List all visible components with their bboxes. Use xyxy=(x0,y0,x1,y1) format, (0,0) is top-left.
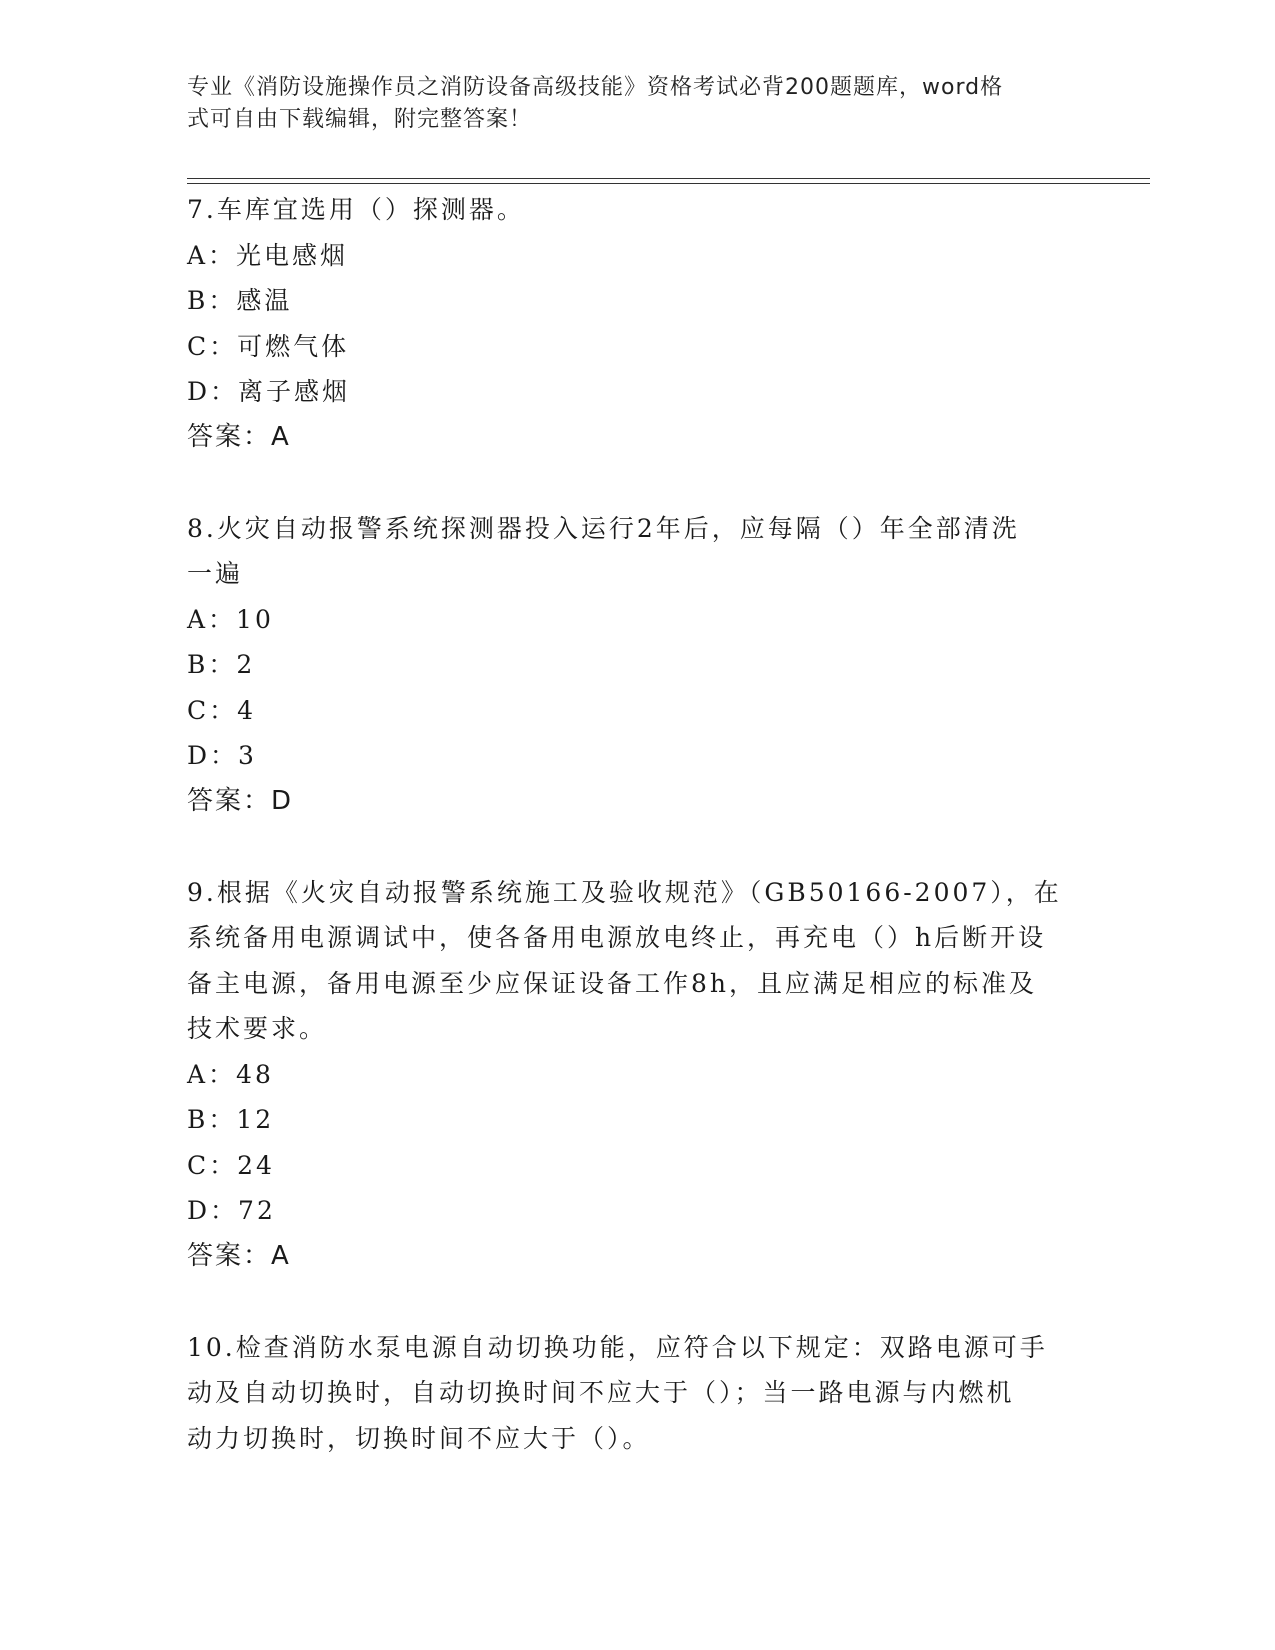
header-line-2: 式可自由下载编辑，附完整答案！ xyxy=(187,107,533,132)
header-divider-bottom xyxy=(187,183,1150,184)
stem-line: 系统备用电源调试中，使各备用电源放电终止，再充电（）h后断开设 xyxy=(187,923,1047,952)
stem-line: 备主电源，备用电源至少应保证设备工作8h，且应满足相应的标准及 xyxy=(187,968,1038,998)
question-stem xyxy=(187,187,1087,233)
option-b: B：感温 xyxy=(187,286,293,315)
option-a: A：10 xyxy=(187,604,274,634)
option-d: D：离子感烟 xyxy=(187,377,351,406)
stem-line: 动及自动切换时，自动切换时间不应大于（）；当一路电源与内燃机 xyxy=(187,1378,1015,1407)
option-d: D：3 xyxy=(187,741,257,770)
stem-line: 技术要求。 xyxy=(187,1014,328,1043)
document-header xyxy=(187,72,1067,136)
stem-line: 9.根据《火灾自动报警系统施工及验收规范》（GB50166-2007），在 xyxy=(187,877,1062,907)
question-7 xyxy=(187,187,1087,460)
question-stem xyxy=(187,506,1087,597)
stem-line: 7.车库宜选用（）探测器。 xyxy=(187,195,525,224)
option-b: B：2 xyxy=(187,650,256,679)
option-c: C：可燃气体 xyxy=(187,331,350,361)
option-b: B：12 xyxy=(187,1105,275,1134)
question-stem xyxy=(187,870,1087,1052)
header-divider-top xyxy=(187,178,1150,179)
stem-line: 一遍 xyxy=(187,559,244,588)
answer-line: 答案：A xyxy=(187,1240,291,1271)
question-9 xyxy=(187,870,1087,1280)
answer-line: 答案：D xyxy=(187,785,294,816)
stem-line: 动力切换时，切换时间不应大于（）。 xyxy=(187,1423,651,1453)
option-c: C：4 xyxy=(187,695,257,725)
option-a: A：光电感烟 xyxy=(187,240,349,270)
stem-line: 8.火灾自动报警系统探测器投入运行2年后，应每隔（）年全部清洗 xyxy=(187,513,1020,543)
option-a: A：48 xyxy=(187,1059,274,1089)
header-line-1: 专业《消防设施操作员之消防设备高级技能》资格考试必背200题题库，word格 xyxy=(187,75,1004,100)
spacer xyxy=(187,824,1087,870)
stem-line: 10.检查消防水泵电源自动切换功能，应符合以下规定：双路电源可手 xyxy=(187,1332,1048,1362)
question-10 xyxy=(187,1325,1087,1462)
question-list xyxy=(187,187,1087,1461)
answer-line: 答案：A xyxy=(187,421,291,452)
spacer xyxy=(187,460,1087,506)
option-d: D：72 xyxy=(187,1196,276,1225)
question-stem xyxy=(187,1325,1087,1462)
question-8 xyxy=(187,506,1087,825)
spacer xyxy=(187,1279,1087,1325)
option-c: C：24 xyxy=(187,1150,275,1180)
